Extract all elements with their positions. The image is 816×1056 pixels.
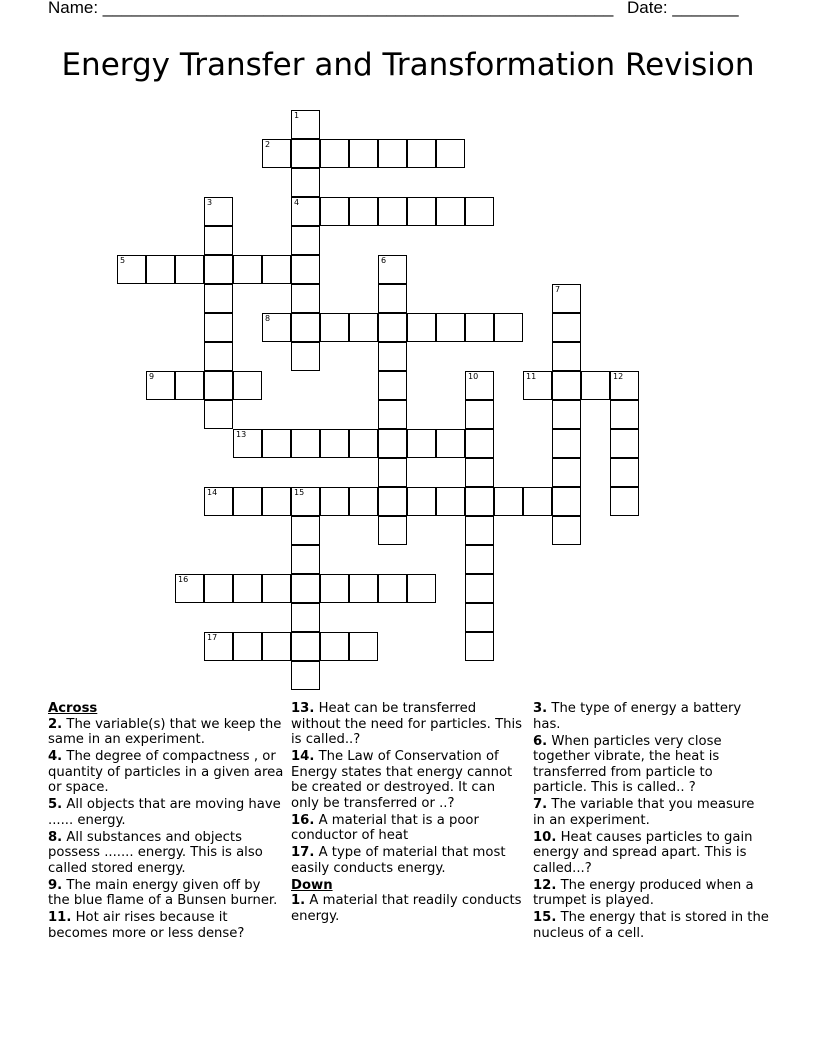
crossword-cell[interactable]	[291, 342, 320, 371]
clue-number: 9.	[48, 877, 63, 893]
clues-column-2	[291, 701, 527, 926]
crossword-cell[interactable]	[349, 574, 378, 603]
crossword-cell[interactable]	[465, 400, 494, 429]
crossword-cell[interactable]	[291, 545, 320, 574]
cell-number: 14	[207, 488, 218, 497]
crossword-cell[interactable]	[465, 603, 494, 632]
clue-number: 1.	[291, 893, 306, 908]
crossword-cell[interactable]	[291, 313, 320, 342]
crossword-cell[interactable]	[407, 313, 436, 342]
header	[0, 0, 816, 20]
crossword-cell[interactable]	[378, 371, 407, 400]
clue-text: All objects that are moving have ...... energy.	[48, 797, 281, 828]
crossword-cell[interactable]	[349, 139, 378, 168]
crossword-cell[interactable]	[465, 197, 494, 226]
clue-text: The variable that you measure in an experiment.	[533, 797, 755, 828]
crossword-cell[interactable]	[552, 429, 581, 458]
crossword-cell[interactable]	[610, 429, 639, 458]
crossword-cell[interactable]	[204, 371, 233, 400]
crossword-cell[interactable]	[204, 313, 233, 342]
crossword-cell[interactable]	[291, 574, 320, 603]
clue-text: Hot air rises because it becomes more or less dense?	[48, 910, 245, 941]
crossword-cell[interactable]	[378, 516, 407, 545]
clue-number: 17.	[291, 845, 315, 860]
clue-down-7	[533, 797, 769, 828]
crossword-cell[interactable]	[349, 487, 378, 516]
crossword-cell[interactable]	[610, 458, 639, 487]
clue-across-14	[291, 749, 527, 811]
across-heading: Across	[48, 701, 98, 716]
date-field[interactable]: Date: _______	[627, 0, 739, 17]
clue-across-4	[48, 749, 284, 796]
clue-text: The energy that is stored in the nucleus of a cell.	[533, 910, 769, 941]
crossword-cell[interactable]	[291, 197, 320, 226]
cell-number: 10	[468, 372, 479, 381]
clue-number: 6.	[533, 733, 548, 749]
crossword-cell[interactable]	[523, 487, 552, 516]
crossword-cell[interactable]	[378, 313, 407, 342]
crossword-cell[interactable]	[204, 226, 233, 255]
crossword-cell[interactable]	[523, 371, 552, 400]
cell-number: 8	[265, 314, 271, 323]
crossword-cell[interactable]	[407, 139, 436, 168]
crossword-cell[interactable]	[262, 429, 291, 458]
clue-number: 11.	[48, 910, 72, 925]
crossword-cell[interactable]	[552, 487, 581, 516]
crossword-cell[interactable]	[378, 255, 407, 284]
clue-across-11	[48, 910, 284, 941]
clue-number: 10.	[533, 829, 557, 845]
crossword-cell[interactable]	[407, 197, 436, 226]
clue-number: 4.	[48, 749, 63, 764]
crossword-cell[interactable]	[291, 255, 320, 284]
clue-text: Heat can be transferred without the need for particles. This is called..?	[291, 701, 523, 747]
clue-down-1	[291, 893, 527, 924]
crossword-cell[interactable]	[552, 371, 581, 400]
crossword-cell[interactable]	[378, 400, 407, 429]
cell-number: 13	[236, 430, 247, 439]
clue-number: 5.	[48, 797, 63, 812]
crossword-cell[interactable]	[407, 574, 436, 603]
crossword-cell[interactable]	[465, 371, 494, 400]
crossword-cell[interactable]	[233, 429, 262, 458]
crossword-cell[interactable]	[610, 400, 639, 429]
cell-number: 1	[294, 111, 300, 120]
crossword-cell[interactable]	[552, 313, 581, 342]
crossword-cell[interactable]	[204, 342, 233, 371]
crossword-cell[interactable]	[349, 632, 378, 661]
crossword-cell[interactable]	[465, 313, 494, 342]
clue-number: 15.	[533, 910, 557, 925]
clue-text: When particles very close together vibrate, the heat is transferred from particle to particle. This is called.. ?	[533, 733, 722, 795]
clue-text: The degree of compactness , or quantity of particles in a given area or space.	[48, 749, 284, 795]
crossword-cell[interactable]	[204, 284, 233, 313]
crossword-cell[interactable]	[436, 197, 465, 226]
crossword-cell[interactable]	[291, 226, 320, 255]
crossword-cell[interactable]	[291, 110, 320, 139]
crossword-cell[interactable]	[581, 371, 610, 400]
crossword-cell[interactable]	[262, 574, 291, 603]
clue-across-13	[291, 701, 527, 748]
clue-number: 13.	[291, 701, 315, 716]
crossword-cell[interactable]	[320, 429, 349, 458]
crossword-cell[interactable]	[204, 574, 233, 603]
crossword-cell[interactable]	[291, 632, 320, 661]
crossword-cell[interactable]	[233, 574, 262, 603]
crossword-cell[interactable]	[291, 516, 320, 545]
crossword-cell[interactable]	[291, 661, 320, 690]
crossword-cell[interactable]	[233, 371, 262, 400]
clue-text: The energy produced when a trumpet is played.	[533, 877, 754, 908]
crossword-cell[interactable]	[204, 487, 233, 516]
name-field[interactable]: Name: ______________________________________________________	[48, 0, 614, 17]
crossword-cell[interactable]	[378, 197, 407, 226]
crossword-cell[interactable]	[436, 139, 465, 168]
cell-number: 2	[265, 140, 271, 149]
crossword-cell[interactable]	[349, 197, 378, 226]
crossword-cell[interactable]	[378, 458, 407, 487]
clues-column-1	[48, 701, 284, 943]
crossword-cell[interactable]	[233, 487, 262, 516]
crossword-cell[interactable]	[291, 168, 320, 197]
clue-across-9	[48, 878, 284, 909]
crossword-cell[interactable]	[494, 487, 523, 516]
crossword-cell[interactable]	[610, 487, 639, 516]
crossword-cell[interactable]	[465, 516, 494, 545]
clue-number: 12.	[533, 877, 557, 893]
crossword-cell[interactable]	[436, 313, 465, 342]
crossword-cell[interactable]	[465, 487, 494, 516]
crossword-cell[interactable]	[436, 487, 465, 516]
crossword-cell[interactable]	[552, 400, 581, 429]
crossword-cell[interactable]	[291, 139, 320, 168]
crossword-cell[interactable]	[175, 574, 204, 603]
crossword-cell[interactable]	[320, 574, 349, 603]
cell-number: 3	[207, 198, 213, 207]
crossword-cell[interactable]	[320, 197, 349, 226]
clue-text: A type of material that most easily conducts energy.	[291, 845, 506, 876]
clue-text: A material that readily conducts energy.	[291, 893, 522, 924]
crossword-cell[interactable]	[204, 255, 233, 284]
cell-number: 11	[526, 372, 537, 381]
cell-number: 16	[178, 575, 189, 584]
crossword-cell[interactable]	[320, 632, 349, 661]
crossword-cell[interactable]	[349, 313, 378, 342]
crossword-cell[interactable]	[233, 632, 262, 661]
clues-column-3	[533, 701, 769, 943]
crossword-cell[interactable]	[465, 574, 494, 603]
page-title: Energy Transfer and Transformation Revision	[61, 47, 755, 83]
crossword-cell[interactable]	[378, 429, 407, 458]
crossword-cell[interactable]	[465, 545, 494, 574]
clue-across-5	[48, 797, 284, 828]
clue-number: 2.	[48, 716, 63, 732]
down-heading: Down	[291, 877, 333, 893]
crossword-cell[interactable]	[233, 255, 262, 284]
crossword-cell[interactable]	[204, 400, 233, 429]
crossword-cell[interactable]	[552, 516, 581, 545]
crossword-cell[interactable]	[175, 255, 204, 284]
clue-number: 16.	[291, 812, 315, 828]
clue-number: 7.	[533, 797, 548, 812]
crossword-cell[interactable]	[291, 487, 320, 516]
clue-across-8	[48, 830, 284, 877]
clue-text: A material that is a poor conductor of heat	[291, 812, 479, 843]
cell-number: 9	[149, 372, 155, 381]
crossword-cell[interactable]	[262, 255, 291, 284]
crossword-cell[interactable]	[146, 371, 175, 400]
crossword-cell[interactable]	[378, 487, 407, 516]
clue-text: All substances and objects possess ....... energy. This is also called stored energy.	[48, 829, 263, 876]
clue-text: The Law of Conservation of Energy states that energy cannot be created or destroyed. It can only be transferred or ..?	[291, 749, 513, 811]
crossword-cell[interactable]	[204, 632, 233, 661]
clue-down-12	[533, 878, 769, 909]
crossword-cell[interactable]	[552, 458, 581, 487]
crossword-cell[interactable]	[552, 342, 581, 371]
crossword-cell[interactable]	[320, 139, 349, 168]
crossword-cell[interactable]	[320, 487, 349, 516]
cell-number: 12	[613, 372, 624, 381]
clue-down-10	[533, 830, 769, 877]
clue-down-6	[533, 734, 769, 796]
crossword-cell[interactable]	[494, 313, 523, 342]
crossword-cell[interactable]	[262, 139, 291, 168]
crossword-cell[interactable]	[291, 429, 320, 458]
crossword-cell[interactable]	[175, 371, 204, 400]
clue-text: The main energy given off by the blue flame of a Bunsen burner.	[48, 877, 278, 908]
crossword-cell[interactable]	[320, 313, 349, 342]
crossword-cell[interactable]	[465, 429, 494, 458]
crossword-cell[interactable]	[291, 603, 320, 632]
clue-text: Heat causes particles to gain energy and spread apart. This is called...?	[533, 829, 753, 876]
cell-number: 4	[294, 198, 300, 207]
clue-number: 8.	[48, 829, 63, 845]
crossword-cell[interactable]	[262, 632, 291, 661]
clue-number: 3.	[533, 701, 548, 716]
crossword-cell[interactable]	[262, 313, 291, 342]
crossword-cell[interactable]	[204, 197, 233, 226]
crossword-cell[interactable]	[349, 429, 378, 458]
cell-number: 17	[207, 633, 218, 642]
clue-across-16	[291, 813, 527, 844]
crossword-cell[interactable]	[407, 487, 436, 516]
crossword-cell[interactable]	[378, 342, 407, 371]
crossword-cell[interactable]	[436, 429, 465, 458]
crossword-cell[interactable]	[146, 255, 175, 284]
cell-number: 15	[294, 488, 305, 497]
cell-number: 5	[120, 256, 126, 265]
clue-text: The variable(s) that we keep the same in an experiment.	[48, 716, 282, 747]
crossword-cell[interactable]	[291, 284, 320, 313]
clue-across-2	[48, 717, 284, 748]
cell-number: 6	[381, 256, 387, 265]
clue-down-15	[533, 910, 769, 941]
clue-down-3	[533, 701, 769, 732]
crossword-cell[interactable]	[407, 429, 436, 458]
crossword-cell[interactable]	[262, 487, 291, 516]
crossword-cell[interactable]	[465, 458, 494, 487]
crossword-cell[interactable]	[378, 574, 407, 603]
crossword-cell[interactable]	[378, 139, 407, 168]
cell-number: 7	[555, 285, 561, 294]
crossword-cell[interactable]	[117, 255, 146, 284]
crossword-cell[interactable]	[378, 284, 407, 313]
clue-text: The type of energy a battery has.	[533, 701, 742, 732]
clue-number: 14.	[291, 749, 315, 764]
crossword-cell[interactable]	[610, 371, 639, 400]
clue-across-17	[291, 845, 527, 876]
crossword-cell[interactable]	[552, 284, 581, 313]
crossword-cell[interactable]	[465, 632, 494, 661]
